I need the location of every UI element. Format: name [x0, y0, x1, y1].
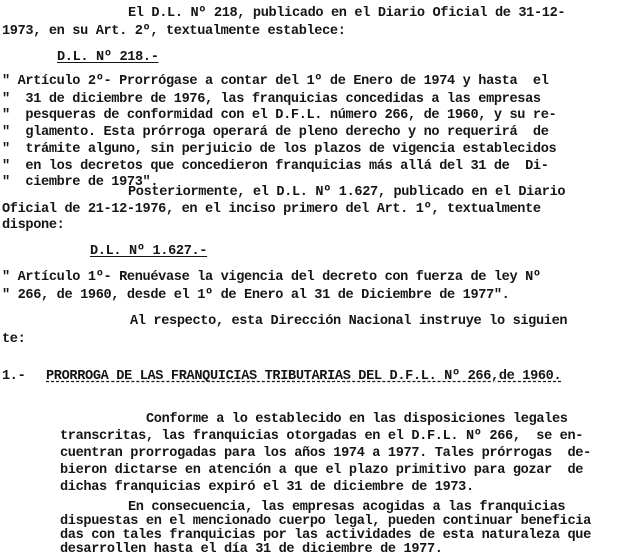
paragraph-1-line: bieron dictarse en atención a que el plazo primitivo para gozar de — [60, 463, 584, 478]
paragraph-2-line: dispuestas en el mencionado cuerpo legal, pueden continuar beneficia — [60, 514, 591, 529]
paragraph-1-line: transcritas, las franquicias otorgadas en el D.F.L. Nº 266, se en- — [60, 429, 584, 444]
later-line-2: Oficial de 21-12-1976, en el inciso primero del Art. 1º, textualmente — [2, 202, 541, 217]
instruct-line-1: Al respecto, esta Dirección Nacional instruye lo siguien — [130, 314, 568, 329]
paragraph-1-line: Conforme a lo establecido en las disposiciones legales — [146, 412, 568, 427]
later-line-3: dispone: — [2, 218, 65, 233]
decree-218-quote-line: " pesqueras de conformidad con el D.F.L. número 266, de 1960, y su re- — [2, 108, 557, 123]
paragraph-2-line: En consecuencia, las empresas acogidas a las franquicias — [128, 500, 566, 515]
later-line-1: Posteriormente, el D.L. Nº 1.627, publicado en el Diario — [128, 185, 566, 200]
decree-1627-quote-line: " 266, de 1960, desde el 1º de Enero al 31 de Diciembre de 1977". — [2, 288, 510, 303]
paragraph-1-line: dichas franquicias expiró el 31 de diciembre de 1973. — [60, 480, 474, 495]
decree-218-quote-line: " en los decretos que concedieron franquicias más allá del 31 de Di- — [2, 159, 549, 174]
intro-line-1: El D.L. Nº 218, publicado en el Diario Oficial de 31-12- — [128, 6, 566, 21]
paragraph-2-line: das con tales franquicias por las actividades de esta naturaleza que — [60, 528, 591, 543]
decree-1627-quote-line: " Artículo 1º- Renuévase la vigencia del decreto con fuerza de ley Nº — [2, 270, 541, 285]
decree-218-quote-line: " Artículo 2º- Prorrógase a contar del 1º de Enero de 1974 y hasta el — [2, 74, 549, 89]
decree-218-quote-line: " 31 de diciembre de 1976, las franquicias concedidas a las empresas — [2, 92, 541, 107]
intro-line-2: 1973, en su Art. 2º, textualmente establece: — [2, 24, 346, 39]
decree-218-quote-line: " trámite alguno, sin perjuicio de los plazos de vigencia establecidos — [2, 142, 557, 157]
decree-1627-heading: D.L. Nº 1.627.- — [90, 244, 208, 259]
decree-218-quote-line: " glamento. Esta prórroga operará de pleno derecho y no requerirá de — [2, 125, 549, 140]
instruct-line-2: te: — [2, 332, 26, 347]
section-1-title: PRORROGA DE LAS FRANQUICIAS TRIBUTARIAS DEL D.F.L. Nº 266,de 1960. — [46, 369, 562, 384]
section-1-number: 1.- — [2, 369, 26, 384]
decree-218-quote-line: " ciembre de 1973". — [2, 175, 159, 190]
paragraph-1-line: cuentran prorrogadas para los años 1974 a 1977. Tales prórrogas de- — [60, 446, 591, 461]
decree-218-heading: D.L. Nº 218.- — [57, 50, 159, 65]
paragraph-2-line: desarrollen hasta el día 31 de diciembre de 1977. — [60, 542, 443, 557]
